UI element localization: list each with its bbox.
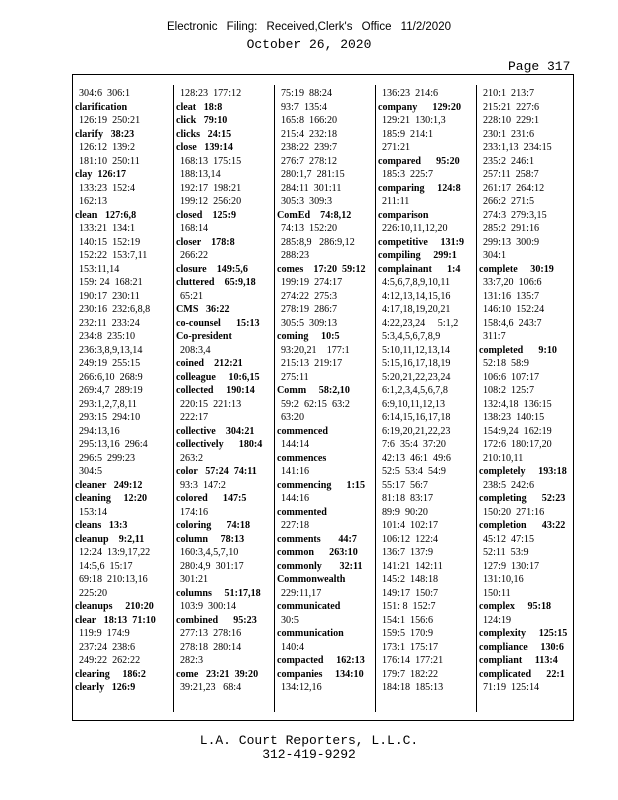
index-reference: 237:24 238:6: [79, 641, 136, 653]
index-reference: 154:9,24 162:19: [483, 425, 552, 437]
index-reference: 269:4,7 289:19: [79, 385, 143, 396]
index-reference: 4:17,18,19,20,21: [382, 304, 451, 315]
index-reference: 280:1,7 281:15: [281, 169, 345, 180]
index-term: competitive 131:9: [378, 236, 465, 248]
index-term: compiling 299:1: [378, 250, 457, 261]
index-term: Comm 58:2,10: [277, 385, 350, 396]
index-reference: 160:3,4,5,7,10: [180, 547, 239, 558]
index-reference: 14:5,6 15:17: [79, 560, 133, 572]
index-reference: 266:6,10 268:9: [79, 371, 143, 383]
index-reference: 229:11,17: [281, 587, 322, 599]
index-reference: 140:4: [281, 641, 304, 653]
index-reference: 138:23 140:15: [483, 412, 545, 423]
index-reference: 150:20 271:16: [483, 506, 545, 518]
index-term: combined 95:23: [176, 614, 257, 626]
index-term: columns 51:17,18: [176, 587, 261, 599]
index-reference: 215:4 232:18: [281, 128, 338, 140]
index-term: collective 304:21: [176, 425, 255, 437]
index-reference: 30:5: [281, 614, 299, 626]
index-reference: 228:10 229:1: [483, 115, 540, 126]
index-reference: 184:18 185:13: [382, 682, 444, 693]
transcript-date: October 26, 2020: [246, 37, 372, 52]
index-reference: 293:15 294:10: [79, 412, 141, 423]
page-number: Page 317: [508, 59, 571, 74]
index-term: completing 52:23: [479, 493, 566, 504]
index-term: closure 149:5,6: [176, 263, 248, 275]
index-term: complete 30:19: [479, 263, 554, 275]
index-term: Commonwealth: [277, 574, 346, 585]
index-reference: 271:21: [382, 142, 411, 153]
index-reference: 158:4,6 243:7: [483, 317, 542, 329]
index-reference: 103:9 300:14: [180, 601, 237, 612]
index-reference: 149:17 150:7: [382, 587, 439, 599]
index-reference: 301:21: [180, 574, 209, 585]
index-term: complexity 125:15: [479, 628, 568, 639]
index-reference: 234:8 235:10: [79, 331, 136, 342]
index-reference: 131:10,16: [483, 574, 524, 585]
index-term: clarification: [75, 101, 128, 113]
index-reference: 210:10,11: [483, 452, 524, 464]
index-reference: 165:8 166:20: [281, 115, 338, 126]
index-reference: 276:7 278:12: [281, 155, 338, 167]
index-term: complicated 22:1: [479, 668, 565, 680]
index-reference: 5:3,4,5,6,7,8,9: [382, 331, 441, 342]
index-reference: 126:19 250:21: [79, 115, 141, 126]
index-term: clay 126:17: [75, 169, 127, 180]
index-reference: 4:22,23,24 5:1,2: [382, 317, 459, 329]
index-reference: 126:12 139:2: [79, 142, 136, 153]
index-column-5: [479, 87, 573, 712]
index-term: commenced: [277, 425, 329, 437]
index-reference: 304:5: [79, 466, 102, 477]
index-reference: 59:2 62:15 63:2: [281, 398, 350, 410]
index-reference: 296:5 299:23: [79, 452, 136, 464]
index-reference: 12:24 13:9,17,22: [79, 547, 151, 558]
index-reference: 63:20: [281, 412, 304, 423]
index-term: co-counsel 15:13: [176, 317, 260, 329]
index-term: comparing 124:8: [378, 182, 461, 194]
index-reference: 69:18 210:13,16: [79, 574, 148, 585]
index-term: company 129:20: [378, 101, 461, 113]
index-column-2: [176, 87, 272, 712]
index-reference: 199:12 256:20: [180, 196, 242, 207]
index-term: coloring 74:18: [176, 520, 251, 531]
index-reference: 263:2: [180, 452, 203, 464]
index-reference: 6:1,2,3,4,5,6,7,8: [382, 385, 448, 396]
index-reference: 277:13 278:16: [180, 628, 242, 639]
index-term: cluttered 65:9,18: [176, 277, 256, 288]
index-reference: 153:11,14: [79, 263, 120, 275]
index-reference: 65:21: [180, 290, 203, 302]
index-term: compacted 162:13: [277, 655, 365, 666]
index-reference: 226:10,11,12,20: [382, 223, 448, 234]
index-reference: 238:5 242:6: [483, 479, 535, 491]
index-term: communication: [277, 628, 344, 639]
index-reference: 230:16 232:6,8,8: [79, 304, 151, 315]
column-divider: [476, 85, 477, 712]
index-reference: 140:15 152:19: [79, 236, 141, 248]
index-reference: 93:20,21 177:1: [281, 344, 350, 356]
index-reference: 304:1: [483, 250, 506, 261]
column-divider: [375, 85, 376, 712]
index-term: cleaner 249:12: [75, 479, 143, 491]
index-term: close 139:14: [176, 142, 233, 153]
index-reference: 52:11 53:9: [483, 547, 529, 558]
index-reference: 173:1 175:17: [382, 641, 439, 653]
index-reference: 174:16: [180, 506, 209, 518]
index-reference: 238:22 239:7: [281, 142, 338, 153]
index-reference: 215:13 219:17: [281, 358, 343, 369]
index-term: color 57:24 74:11: [176, 466, 257, 477]
index-reference: 146:10 152:24: [483, 304, 545, 315]
index-reference: 136:7 137:9: [382, 547, 434, 558]
index-term: coined 212:21: [176, 358, 243, 369]
index-reference: 168:13 175:15: [180, 155, 242, 167]
index-reference: 208:3,4: [180, 344, 211, 356]
filing-stamp: Electronic Filing: Received,Clerk's Office 11/2/2020: [166, 21, 451, 33]
index-reference: 230:1 231:6: [483, 128, 535, 140]
index-reference: 311:7: [483, 331, 506, 342]
index-reference: 136:23 214:6: [382, 88, 439, 99]
index-term: compliance 130:6: [479, 641, 564, 653]
index-reference: 162:13: [79, 196, 108, 207]
index-term: completed 9:10: [479, 344, 557, 356]
index-term: comes 17:20 59:12: [277, 263, 366, 275]
index-reference: 5:10,11,12,13,14: [382, 344, 451, 356]
index-reference: 5:20,21,22,23,24: [382, 371, 451, 383]
index-reference: 304:6 306:1: [79, 88, 131, 99]
index-reference: 71:19 125:14: [483, 682, 540, 693]
index-reference: 75:19 88:24: [281, 88, 333, 99]
index-column-1: [75, 87, 171, 712]
index-term: comments 44:7: [277, 533, 357, 545]
index-reference: 190:17 230:11: [79, 290, 140, 302]
index-term: clarify 38:23: [75, 128, 135, 140]
index-term: Co-president: [176, 331, 232, 342]
index-reference: 159: 24 168:21: [79, 277, 143, 288]
index-reference: 106:6 107:17: [483, 371, 540, 383]
index-reference: 278:19 286:7: [281, 304, 338, 315]
index-reference: 39:21,23 68:4: [180, 682, 242, 693]
index-reference: 249:19 255:15: [79, 358, 141, 369]
index-term: complex 95:18: [479, 601, 552, 612]
index-reference: 176:14 177:21: [382, 655, 444, 666]
index-reference: 152:22 153:7,11: [79, 250, 148, 261]
index-term: cleat 18:8: [176, 101, 223, 113]
index-reference: 274:22 275:3: [281, 290, 338, 302]
index-reference: 141:16: [281, 466, 310, 477]
index-reference: 150:11: [483, 587, 511, 599]
index-term: comparison: [378, 209, 429, 221]
index-reference: 151: 8 152:7: [382, 601, 436, 612]
index-reference: 145:2 148:18: [382, 574, 439, 585]
index-term: collectively 180:4: [176, 439, 263, 450]
index-frame: [72, 74, 574, 721]
index-reference: 6:14,15,16,17,18: [382, 412, 451, 423]
index-reference: 280:4,9 301:17: [180, 560, 244, 572]
index-reference: 288:23: [281, 250, 310, 261]
index-term: cleanup 9:2,11: [75, 533, 145, 545]
index-term: clearly 126:9: [75, 682, 136, 693]
index-reference: 236:3,8,9,13,14: [79, 344, 143, 356]
index-term: clear 18:13 71:10: [75, 614, 156, 626]
column-divider: [173, 85, 174, 712]
index-term: complainant 1:4: [378, 263, 461, 275]
index-reference: 282:3: [180, 655, 203, 666]
index-reference: 101:4 102:17: [382, 520, 439, 531]
column-divider: [274, 85, 275, 712]
index-reference: 6:19,20,21,22,23: [382, 425, 451, 437]
index-reference: 154:1 156:6: [382, 614, 434, 626]
index-reference: 249:22 262:22: [79, 655, 141, 666]
index-reference: 153:14: [79, 506, 108, 518]
index-reference: 81:18 83:17: [382, 493, 434, 504]
index-reference: 293:1,2,7,8,11: [79, 398, 137, 410]
index-term: come 23:21 39:20: [176, 668, 259, 680]
index-term: commences: [277, 452, 327, 464]
index-reference: 144:14: [281, 439, 310, 450]
index-reference: 305:3 309:3: [281, 196, 333, 207]
index-reference: 192:17 198:21: [180, 182, 242, 194]
index-reference: 185:3 225:7: [382, 169, 434, 180]
index-reference: 278:18 280:14: [180, 641, 242, 653]
index-term: ComEd 74:8,12: [277, 209, 352, 221]
index-reference: 275:11: [281, 371, 309, 383]
index-term: closer 178:8: [176, 236, 235, 248]
index-reference: 185:9 214:1: [382, 128, 434, 140]
index-reference: 4:12,13,14,15,16: [382, 290, 451, 302]
index-term: communicated: [277, 601, 341, 612]
index-reference: 128:23 177:12: [180, 88, 242, 99]
index-reference: 55:17 56:7: [382, 479, 428, 491]
index-reference: 168:14: [180, 223, 209, 234]
index-reference: 131:16 135:7: [483, 290, 540, 302]
index-reference: 181:10 250:11: [79, 155, 140, 167]
index-term: cleans 13:3: [75, 520, 128, 531]
index-reference: 211:11: [382, 196, 410, 207]
index-reference: 74:13 152:20: [281, 223, 338, 234]
index-term: closed 125:9: [176, 209, 236, 221]
index-term: completely 193:18: [479, 466, 567, 477]
index-reference: 284:11 301:11: [281, 182, 342, 194]
index-reference: 235:2 246:1: [483, 155, 535, 167]
index-reference: 179:7 182:22: [382, 668, 439, 680]
index-reference: 199:19 274:17: [281, 277, 343, 288]
index-reference: 127:9 130:17: [483, 560, 540, 572]
index-reference: 233:1,13 234:15: [483, 142, 552, 153]
index-column-4: [378, 87, 474, 712]
index-reference: 227:18: [281, 520, 310, 531]
index-term: compared 95:20: [378, 155, 460, 167]
index-reference: 305:5 309:13: [281, 317, 338, 329]
index-reference: 133:23 152:4: [79, 182, 136, 194]
index-term: companies 134:10: [277, 668, 364, 680]
index-reference: 188:13,14: [180, 169, 221, 180]
index-term: colored 147:5: [176, 493, 247, 504]
index-reference: 274:3 279:3,15: [483, 209, 547, 221]
index-reference: 285:2 291:16: [483, 223, 540, 234]
index-reference: 119:9 174:9: [79, 628, 130, 639]
index-reference: 129:21 130:1,3: [382, 115, 446, 126]
index-reference: 159:5 170:9: [382, 628, 434, 639]
index-reference: 220:15 221:13: [180, 398, 242, 410]
reporter-name: L.A. Court Reporters, L.L.C.: [199, 733, 419, 748]
index-reference: 261:17 264:12: [483, 182, 545, 194]
index-reference: 222:17: [180, 412, 209, 423]
index-term: cleanups 210:20: [75, 601, 154, 612]
index-reference: 215:21 227:6: [483, 101, 540, 113]
index-column-3: [277, 87, 373, 712]
index-reference: 5:15,16,17,18,19: [382, 358, 451, 369]
reporter-phone: 312-419-9292: [262, 747, 356, 762]
index-term: commencing 1:15: [277, 479, 366, 491]
index-term: clearing 186:2: [75, 668, 146, 680]
index-reference: 285:8,9 286:9,12: [281, 236, 355, 248]
index-term: CMS 36:22: [176, 304, 230, 315]
index-reference: 6:9,10,11,12,13: [382, 398, 445, 410]
index-reference: 225:20: [79, 587, 108, 599]
index-reference: 7:6 35:4 37:20: [382, 439, 446, 450]
index-reference: 257:11 258:7: [483, 169, 539, 180]
index-term: coming 10:5: [277, 331, 340, 342]
index-term: commonly 32:11: [277, 560, 363, 572]
index-term: colleague 10:6,15: [176, 371, 260, 383]
index-reference: 52:18 58:9: [483, 358, 529, 369]
index-reference: 124:19: [483, 614, 512, 626]
index-reference: 4:5,6,7,8,9,10,11: [382, 277, 451, 288]
index-reference: 133:21 134:1: [79, 223, 136, 234]
index-term: collected 190:14: [176, 385, 255, 396]
index-reference: 93:7 135:4: [281, 101, 327, 113]
index-reference: 141:21 142:11: [382, 560, 443, 572]
index-reference: 294:13,16: [79, 425, 120, 437]
index-reference: 89:9 90:20: [382, 506, 428, 518]
index-term: commented: [277, 506, 327, 518]
index-reference: 93:3 147:2: [180, 479, 226, 491]
index-reference: 266:2 271:5: [483, 196, 535, 207]
index-reference: 106:12 122:4: [382, 533, 439, 545]
index-term: cleaning 12:20: [75, 493, 148, 504]
index-reference: 132:4,18 136:15: [483, 398, 552, 410]
index-reference: 266:22: [180, 250, 209, 261]
index-reference: 299:13 300:9: [483, 236, 540, 248]
index-reference: 210:1 213:7: [483, 88, 535, 99]
index-term: clicks 24:15: [176, 128, 232, 140]
index-reference: 52:5 53:4 54:9: [382, 466, 446, 477]
index-term: clean 127:6,8: [75, 209, 137, 221]
index-reference: 144:16: [281, 493, 310, 504]
index-reference: 45:12 47:15: [483, 533, 535, 545]
index-reference: 232:11 233:24: [79, 317, 140, 329]
index-term: common 263:10: [277, 547, 358, 558]
index-term: completion 43:22: [479, 520, 566, 531]
index-term: compliant 113:4: [479, 655, 558, 666]
index-reference: 42:13 46:1 49:6: [382, 452, 451, 464]
index-reference: 108:2 125:7: [483, 385, 535, 396]
index-reference: 172:6 180:17,20: [483, 439, 552, 450]
index-reference: 295:13,16 296:4: [79, 439, 148, 450]
index-reference: 33:7,20 106:6: [483, 277, 542, 288]
index-reference: 134:12,16: [281, 682, 322, 693]
index-term: column 78:13: [176, 533, 245, 545]
index-term: click 79:10: [176, 115, 228, 126]
